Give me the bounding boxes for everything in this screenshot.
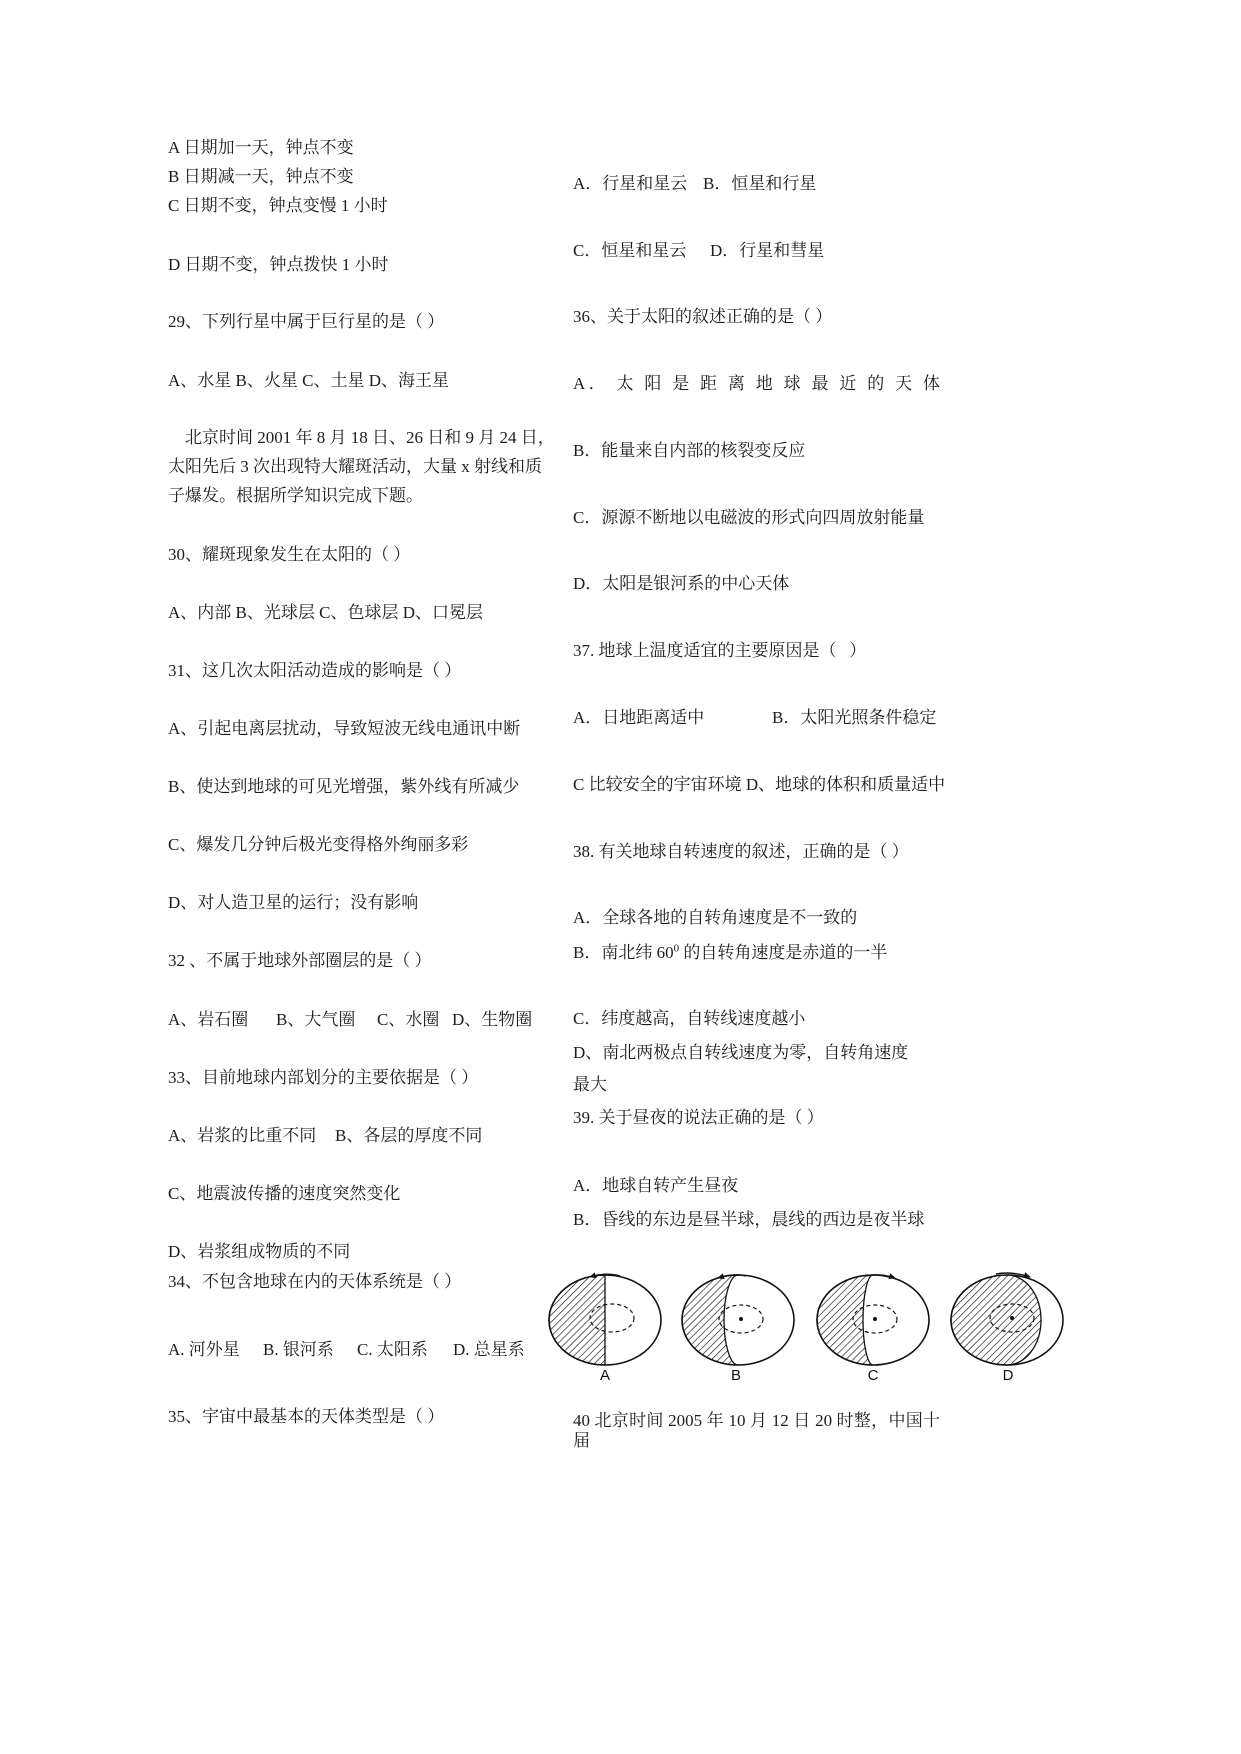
day-night-figure xyxy=(540,1262,1075,1387)
q28-option-a: A 日期加一天，钟点不变 xyxy=(168,138,354,157)
q35-stem: 35、宇宙中最基本的天体类型是（ ） xyxy=(168,1407,445,1426)
q32-option-b: B、大气圈 xyxy=(276,1010,356,1029)
q36-stem: 36、关于太阳的叙述正确的是（ ） xyxy=(573,307,833,326)
diagram-label-d: D xyxy=(1002,1367,1014,1384)
diagram-c xyxy=(817,1275,929,1384)
q38-option-d-line-2: 最大 xyxy=(573,1075,607,1094)
q38-option-b-text: B．南北纬 60 xyxy=(573,943,674,962)
q32-option-d: D、生物圈 xyxy=(452,1010,533,1029)
q31-option-c: C、爆发几分钟后极光变得格外绚丽多彩 xyxy=(168,835,469,854)
q30-stem: 30、耀斑现象发生在太阳的（ ） xyxy=(168,545,411,564)
q28-option-b: B 日期减一天，钟点不变 xyxy=(168,167,354,186)
q38-option-c: C．纬度越高，自转线速度越小 xyxy=(573,1009,806,1028)
night-hemisphere-a xyxy=(549,1275,605,1365)
diagram-b xyxy=(682,1275,794,1384)
diagram-label-c: C xyxy=(867,1367,879,1384)
material-line-3: 子爆发。根据所学知识完成下题。 xyxy=(168,486,423,505)
q35-option-b: B．恒星和行星 xyxy=(703,174,817,193)
q32-option-c: C、水圈 xyxy=(377,1010,440,1029)
q34-stem: 34、不包含地球在内的天体系统是（ ） xyxy=(168,1272,462,1291)
q31-option-b: B、使达到地球的可见光增强，紫外线有所减少 xyxy=(168,777,520,796)
material-line-1: 北京时间 2001 年 8 月 18 日、26 日和 9 月 24 日， xyxy=(185,428,555,447)
pole-dot-d xyxy=(1010,1316,1014,1320)
pole-dot-b xyxy=(739,1317,743,1321)
q30-options: A、内部 B、光球层 C、色球层 D、口冕层 xyxy=(168,603,483,622)
q32-stem: 32 、不属于地球外部圈层的是（ ） xyxy=(168,951,432,970)
night-hemisphere-b xyxy=(682,1275,738,1365)
q37-option-d: D、地球的体积和质量适中 xyxy=(745,775,946,794)
q33-option-a: A、岩浆的比重不同 xyxy=(168,1126,317,1145)
q40-stem: 40 北京时间 2005 年 10 月 12 日 20 时整，中国十届 xyxy=(573,1411,940,1450)
q38-option-d-line-1: D、南北两极点自转线速度为零，自转角速度 xyxy=(573,1043,909,1062)
material-line-2: 太阳先后 3 次出现特大耀斑活动，大量 x 射线和质 xyxy=(168,457,542,476)
q37-stem: 37. 地球上温度适宜的主要原因是（ ） xyxy=(573,641,867,660)
q34-option-c: C. 太阳系 xyxy=(357,1340,428,1359)
q37-option-b: B．太阳光照条件稳定 xyxy=(772,708,937,727)
q34-option-b: B. 银河系 xyxy=(263,1340,334,1359)
diagram-label-a: A xyxy=(599,1367,611,1384)
q34-option-a: A. 河外星 xyxy=(168,1340,240,1359)
q36-option-d: D．太阳是银河系的中心天体 xyxy=(573,574,790,593)
q35-option-d: D．行星和彗星 xyxy=(710,241,825,260)
q38-stem: 38. 有关地球自转速度的叙述，正确的是（ ） xyxy=(573,842,909,861)
q35-option-c: C．恒星和星云 xyxy=(573,241,687,260)
q39-option-b: B．昏线的东边是昼半球，晨线的西边是夜半球 xyxy=(573,1210,925,1229)
diagram-d xyxy=(951,1273,1063,1384)
q31-option-d: D、对人造卫星的运行；没有影响 xyxy=(168,893,419,912)
night-hemisphere-d xyxy=(951,1275,1041,1365)
q28-option-c: C 日期不变，钟点变慢 1 小时 xyxy=(168,196,388,215)
q33-option-b: B、各层的厚度不同 xyxy=(335,1126,483,1145)
q37-option-a: A．日地距离适中 xyxy=(573,708,705,727)
diagram-a xyxy=(549,1274,661,1384)
q36-option-b: B．能量来自内部的核裂变反应 xyxy=(573,441,806,460)
q29-options: A、水星 B、火星 C、土星 D、海王星 xyxy=(168,371,449,390)
q39-stem: 39. 关于昼夜的说法正确的是（ ） xyxy=(573,1108,824,1127)
q33-option-c: C、地震波传播的速度突然变化 xyxy=(168,1184,401,1203)
q31-stem: 31、这几次太阳活动造成的影响是（ ） xyxy=(168,661,462,680)
degree-superscript: 0 xyxy=(673,942,680,955)
q33-stem: 33、目前地球内部划分的主要依据是（ ） xyxy=(168,1068,479,1087)
night-hemisphere-c xyxy=(817,1275,873,1365)
q32-option-a: A、岩石圈 xyxy=(168,1010,249,1029)
q38-option-b-text-rest: 的自转角速度是赤道的一半 xyxy=(679,943,888,962)
diagram-label-b: B xyxy=(730,1367,742,1384)
q29-stem: 29、下列行星中属于巨行星的是（ ） xyxy=(168,312,445,331)
q28-option-d: D 日期不变，钟点拨快 1 小时 xyxy=(168,255,389,274)
pole-dot-c xyxy=(873,1317,877,1321)
q34-option-d: D. 总星系 xyxy=(453,1340,525,1359)
q38-option-a: A．全球各地的自转角速度是不一致的 xyxy=(573,908,858,927)
q39-option-a: A．地球自转产生昼夜 xyxy=(573,1176,739,1195)
q37-options-cd-line xyxy=(573,775,945,795)
q36-option-c: C．源源不断地以电磁波的形式向四周放射能量 xyxy=(573,508,925,527)
q38-option-b xyxy=(573,943,887,963)
q31-option-a: A、引起电离层扰动，导致短波无线电通讯中断 xyxy=(168,719,521,738)
q37-option-c: C 比较安全的宇宙环境 xyxy=(573,775,742,794)
q33-option-d: D、岩浆组成物质的不同 xyxy=(168,1242,351,1261)
q35-option-a: A．行星和星云 xyxy=(573,174,688,193)
q36-option-a: A． 太 阳 是 距 离 地 球 最 近 的 天 体 xyxy=(573,374,940,393)
